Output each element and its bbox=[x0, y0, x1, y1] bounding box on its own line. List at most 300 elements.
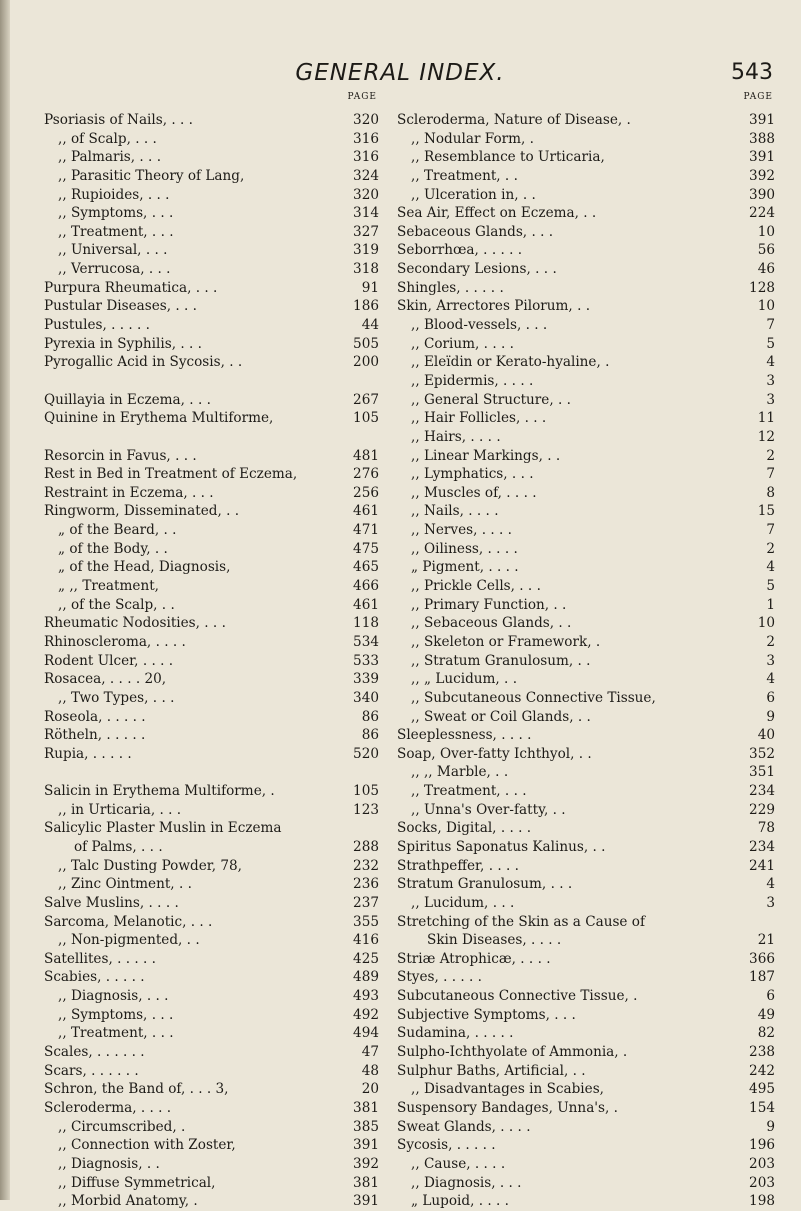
index-entry bbox=[397, 577, 775, 596]
index-entry bbox=[44, 1024, 379, 1043]
index-entry bbox=[44, 204, 379, 223]
index-entry bbox=[397, 1192, 775, 1211]
index-entry bbox=[44, 968, 379, 987]
index-entry bbox=[397, 167, 775, 186]
index-term: ,, Zinc Ointment, . . bbox=[58, 876, 192, 893]
index-term: „ of the Body, . . bbox=[58, 540, 168, 557]
index-entry bbox=[397, 148, 775, 167]
index-page-ref: 6 bbox=[766, 689, 775, 706]
index-term: ,, Stratum Granulosum, . . bbox=[411, 652, 591, 669]
index-entry bbox=[44, 913, 379, 932]
index-term: ,, Disadvantages in Scabies, bbox=[411, 1081, 604, 1098]
index-entry bbox=[44, 241, 379, 260]
index-term: ,, of the Scalp, . . bbox=[58, 596, 175, 613]
index-page-ref: 242 bbox=[749, 1062, 775, 1079]
index-page-ref: 224 bbox=[749, 205, 775, 222]
index-page-ref: 234 bbox=[749, 838, 775, 855]
index-term: Subjective Symptoms, . . . bbox=[397, 1006, 576, 1023]
index-entry bbox=[44, 987, 379, 1006]
index-entry bbox=[397, 596, 775, 615]
index-page-ref: 9 bbox=[766, 708, 775, 725]
index-term: Scales, . . . . . . bbox=[44, 1044, 145, 1061]
index-entries-right bbox=[397, 111, 775, 1211]
index-term: ,, Universal, . . . bbox=[58, 242, 168, 259]
index-page-ref: 47 bbox=[361, 1044, 379, 1061]
index-term: Strathpeffer, . . . . bbox=[397, 857, 519, 874]
index-page-ref: 5 bbox=[766, 578, 775, 595]
index-term: Sweat Glands, . . . . bbox=[397, 1118, 531, 1135]
index-term: ,, Rupioides, . . . bbox=[58, 186, 170, 203]
index-page-ref: 8 bbox=[766, 484, 775, 501]
index-term: ,, Unna's Over-fatty, . . bbox=[411, 801, 566, 818]
index-entry bbox=[44, 1006, 379, 1025]
index-entry bbox=[44, 186, 379, 205]
index-page-ref: 381 bbox=[353, 1099, 379, 1116]
index-term: Rupia, . . . . . bbox=[44, 745, 132, 762]
index-term: ,, Sebaceous Glands, . . bbox=[411, 615, 572, 632]
index-page-ref: 425 bbox=[353, 950, 379, 967]
index-term: ,, ,, Marble, . . bbox=[411, 764, 509, 781]
index-term: Soap, Over-fatty Ichthyol, . . bbox=[397, 745, 592, 762]
index-entry bbox=[397, 391, 775, 410]
index-page-ref: 385 bbox=[353, 1118, 379, 1135]
index-entry bbox=[397, 1024, 775, 1043]
index-term: ,, Diagnosis, . . . bbox=[58, 988, 169, 1005]
left-column bbox=[44, 92, 379, 1211]
index-entry bbox=[44, 950, 379, 969]
index-entry bbox=[397, 633, 775, 652]
index-term: Sycosis, . . . . . bbox=[397, 1137, 496, 1154]
index-entry bbox=[397, 465, 775, 484]
index-term: ,, Nodular Form, . bbox=[411, 130, 534, 147]
index-term: Pyrogallic Acid in Sycosis, . . bbox=[44, 354, 243, 371]
index-entry bbox=[44, 1136, 379, 1155]
index-page-ref: 198 bbox=[749, 1193, 775, 1210]
index-term: ,, Blood-vessels, . . . bbox=[411, 317, 548, 334]
index-page-ref: 392 bbox=[749, 167, 775, 184]
index-entry bbox=[44, 1174, 379, 1193]
index-entry bbox=[44, 409, 379, 428]
index-term: ,, Resemblance to Urticaria, bbox=[411, 149, 605, 166]
index-entry bbox=[397, 447, 775, 466]
index-term: „ Lupoid, . . . . bbox=[411, 1193, 509, 1210]
index-page-ref: 200 bbox=[353, 354, 379, 371]
index-term: ,, Nerves, . . . . bbox=[411, 522, 512, 539]
index-term: ,, Eleïdin or Kerato-hyaline, . bbox=[411, 354, 610, 371]
index-page-ref: 494 bbox=[353, 1025, 379, 1042]
index-page-ref: 236 bbox=[353, 876, 379, 893]
index-page-ref: 128 bbox=[749, 279, 775, 296]
index-term: Subcutaneous Connective Tissue, . bbox=[397, 988, 638, 1005]
index-page-ref: 203 bbox=[749, 1174, 775, 1191]
index-page-ref: 5 bbox=[766, 335, 775, 352]
index-page-ref: 391 bbox=[353, 1137, 379, 1154]
index-entry bbox=[397, 484, 775, 503]
index-page-ref: 314 bbox=[353, 205, 379, 222]
index-term: Salicylic Plaster Muslin in Eczema bbox=[44, 820, 282, 837]
index-term: ,, in Urticaria, . . . bbox=[58, 801, 182, 818]
index-entry bbox=[397, 372, 775, 391]
index-term: ,, Treatment, . . bbox=[411, 167, 518, 184]
index-page-ref: 12 bbox=[757, 428, 775, 445]
index-page-ref: 82 bbox=[757, 1025, 775, 1042]
index-term: Roseola, . . . . . bbox=[44, 708, 146, 725]
index-entry bbox=[44, 223, 379, 242]
index-page-ref: 2 bbox=[766, 447, 775, 464]
index-term: of Palms, . . . bbox=[74, 838, 163, 855]
index-term: Scabies, . . . . . bbox=[44, 969, 145, 986]
index-entry bbox=[44, 1192, 379, 1211]
index-term: Ringworm, Disseminated, . . bbox=[44, 503, 240, 520]
index-page-ref: 355 bbox=[353, 913, 379, 930]
index-term: Rodent Ulcer, . . . . bbox=[44, 652, 174, 669]
index-page-ref: 7 bbox=[766, 466, 775, 483]
index-entry bbox=[44, 111, 379, 130]
index-term: ,, Diagnosis, . . . bbox=[411, 1174, 522, 1191]
index-page-ref: 319 bbox=[353, 242, 379, 259]
index-entry bbox=[44, 726, 379, 745]
index-page-ref: 288 bbox=[353, 838, 379, 855]
index-term: Scars, . . . . . . bbox=[44, 1062, 139, 1079]
index-page-ref: 392 bbox=[353, 1155, 379, 1172]
index-page-ref: 351 bbox=[749, 764, 775, 781]
index-entry bbox=[44, 353, 379, 372]
index-term: Pustular Diseases, . . . bbox=[44, 298, 197, 315]
index-page-ref: 533 bbox=[353, 652, 379, 669]
index-page-ref: 4 bbox=[766, 876, 775, 893]
index-page-ref: 391 bbox=[353, 1193, 379, 1210]
index-term: ,, Prickle Cells, . . . bbox=[411, 578, 541, 595]
index-entry bbox=[397, 297, 775, 316]
index-page-ref: 6 bbox=[766, 988, 775, 1005]
index-page-ref: 238 bbox=[749, 1044, 775, 1061]
index-page-ref: 21 bbox=[757, 932, 775, 949]
index-entry bbox=[44, 335, 379, 354]
index-entry bbox=[44, 558, 379, 577]
index-entry bbox=[397, 1155, 775, 1174]
index-entry bbox=[44, 614, 379, 633]
index-page-ref: 196 bbox=[749, 1137, 775, 1154]
index-entry bbox=[44, 708, 379, 727]
index-page-ref: 7 bbox=[766, 522, 775, 539]
index-term: ,, Verrucosa, . . . bbox=[58, 261, 171, 278]
index-entry bbox=[397, 186, 775, 205]
index-term: ,, Connection with Zoster, bbox=[58, 1137, 236, 1154]
index-entry bbox=[397, 241, 775, 260]
index-term: ,, Morbid Anatomy, . bbox=[58, 1193, 198, 1210]
index-page-ref: 466 bbox=[353, 578, 379, 595]
index-page-ref: 381 bbox=[353, 1174, 379, 1191]
index-term: Stratum Granulosum, . . . bbox=[397, 876, 573, 893]
index-page-ref: 3 bbox=[766, 391, 775, 408]
index-entry bbox=[44, 484, 379, 503]
index-entry bbox=[397, 335, 775, 354]
index-term: Restraint in Eczema, . . . bbox=[44, 484, 214, 501]
index-page-ref: 489 bbox=[353, 969, 379, 986]
index-entry bbox=[44, 391, 379, 410]
index-page-ref: 340 bbox=[353, 689, 379, 706]
index-page-ref: 471 bbox=[353, 522, 379, 539]
index-page-ref: 3 bbox=[766, 894, 775, 911]
index-entry bbox=[397, 1062, 775, 1081]
index-term: ,, Treatment, . . . bbox=[58, 1025, 174, 1042]
index-entry bbox=[44, 931, 379, 950]
index-entry bbox=[397, 409, 775, 428]
index-term: Sea Air, Effect on Eczema, . . bbox=[397, 205, 597, 222]
index-page-ref: 339 bbox=[353, 671, 379, 688]
index-entry bbox=[44, 447, 379, 466]
index-term: ,, Linear Markings, . . bbox=[411, 447, 561, 464]
index-page-ref: 105 bbox=[353, 783, 379, 800]
index-entry bbox=[397, 353, 775, 372]
index-term: ,, Treatment, . . . bbox=[411, 783, 527, 800]
index-page-ref: 352 bbox=[749, 745, 775, 762]
index-page-ref: 493 bbox=[353, 988, 379, 1005]
index-term: Skin Diseases, . . . . bbox=[427, 932, 562, 949]
index-page-ref: 11 bbox=[757, 410, 775, 427]
index-entry bbox=[44, 502, 379, 521]
page-spine-shadow bbox=[0, 0, 10, 1200]
index-entry bbox=[397, 1043, 775, 1062]
index-term: Rötheln, . . . . . bbox=[44, 727, 146, 744]
index-entry bbox=[44, 577, 379, 596]
index-entry bbox=[397, 875, 775, 894]
index-page-ref: 91 bbox=[361, 279, 379, 296]
index-page-ref: 9 bbox=[766, 1118, 775, 1135]
index-entry bbox=[44, 1043, 379, 1062]
index-entry bbox=[44, 167, 379, 186]
index-page-ref: 2 bbox=[766, 633, 775, 650]
index-term: Socks, Digital, . . . . bbox=[397, 820, 532, 837]
index-entry bbox=[397, 857, 775, 876]
index-term: Styes, . . . . . bbox=[397, 969, 483, 986]
index-entry bbox=[397, 950, 775, 969]
index-entry bbox=[44, 521, 379, 540]
index-page-ref: 475 bbox=[353, 540, 379, 557]
index-page-ref: 4 bbox=[766, 559, 775, 576]
index-entry bbox=[44, 801, 379, 820]
index-entries-left bbox=[44, 111, 379, 1211]
index-page-ref: 461 bbox=[353, 503, 379, 520]
index-page-ref: 534 bbox=[353, 633, 379, 650]
index-page-ref: 461 bbox=[353, 596, 379, 613]
index-term: ,, Nails, . . . . bbox=[411, 503, 499, 520]
index-page-ref: 327 bbox=[353, 223, 379, 240]
index-entry bbox=[397, 763, 775, 782]
index-term: ,, Symptoms, . . . bbox=[58, 205, 174, 222]
index-entry bbox=[44, 857, 379, 876]
index-entry bbox=[397, 801, 775, 820]
index-page-ref: 46 bbox=[757, 261, 775, 278]
index-page-ref: 366 bbox=[749, 950, 775, 967]
index-page-ref: 154 bbox=[749, 1099, 775, 1116]
index-entry bbox=[44, 1118, 379, 1137]
index-entry bbox=[397, 540, 775, 559]
index-page-ref: 49 bbox=[757, 1006, 775, 1023]
index-term: ,, Muscles of, . . . . bbox=[411, 484, 537, 501]
index-entry bbox=[44, 670, 379, 689]
index-term: Salicin in Erythema Multiforme, . bbox=[44, 783, 275, 800]
index-entry bbox=[44, 130, 379, 149]
index-page-ref: 388 bbox=[749, 130, 775, 147]
index-page-ref: 241 bbox=[749, 857, 775, 874]
running-title: GENERAL INDEX. bbox=[295, 60, 505, 86]
index-entry bbox=[397, 782, 775, 801]
index-term: „ Pigment, . . . . bbox=[411, 559, 519, 576]
index-page-ref: 3 bbox=[766, 652, 775, 669]
index-entry bbox=[397, 819, 775, 838]
index-term: ,, General Structure, . . bbox=[411, 391, 571, 408]
right-column bbox=[397, 92, 775, 1211]
index-page-ref: 324 bbox=[353, 167, 379, 184]
index-entry bbox=[44, 689, 379, 708]
index-page-ref: 465 bbox=[353, 559, 379, 576]
index-page-ref: 105 bbox=[353, 410, 379, 427]
index-entry bbox=[397, 1136, 775, 1155]
index-page-ref: 318 bbox=[353, 261, 379, 278]
index-term: Rheumatic Nodosities, . . . bbox=[44, 615, 226, 632]
index-entry bbox=[397, 1099, 775, 1118]
index-term: Sulpho-Ichthyolate of Ammonia, . bbox=[397, 1044, 628, 1061]
page-column-label: PAGE bbox=[743, 92, 773, 102]
index-term: Scleroderma, . . . . bbox=[44, 1099, 172, 1116]
index-entry bbox=[44, 894, 379, 913]
index-entry bbox=[397, 260, 775, 279]
index-entry bbox=[397, 502, 775, 521]
index-page-ref: 10 bbox=[757, 615, 775, 632]
index-entry bbox=[44, 652, 379, 671]
index-page-ref: 118 bbox=[353, 615, 379, 632]
index-term: Satellites, . . . . . bbox=[44, 950, 156, 967]
index-entry bbox=[44, 297, 379, 316]
index-term: Sudamina, . . . . . bbox=[397, 1025, 514, 1042]
page-number: 543 bbox=[731, 60, 773, 85]
index-entry bbox=[397, 1080, 775, 1099]
index-term: „ of the Head, Diagnosis, bbox=[58, 559, 231, 576]
index-term: Rhinoscleroma, . . . . bbox=[44, 633, 186, 650]
index-term: ,, Oiliness, . . . . bbox=[411, 540, 518, 557]
index-term: Striæ Atrophicæ, . . . . bbox=[397, 950, 551, 967]
index-entry bbox=[397, 111, 775, 130]
index-term: ,, Ulceration in, . . bbox=[411, 186, 536, 203]
index-term: Scleroderma, Nature of Disease, . bbox=[397, 112, 631, 128]
index-term: ,, Two Types, . . . bbox=[58, 689, 175, 706]
index-entry bbox=[397, 708, 775, 727]
index-term: Seborrhœa, . . . . . bbox=[397, 242, 523, 259]
index-entry bbox=[397, 223, 775, 242]
index-term: ,, Symptoms, . . . bbox=[58, 1006, 174, 1023]
index-term: Purpura Rheumatica, . . . bbox=[44, 279, 218, 296]
index-entry bbox=[397, 726, 775, 745]
index-entry bbox=[44, 540, 379, 559]
index-term: ,, Circumscribed, . bbox=[58, 1118, 186, 1135]
index-term: ,, Diagnosis, . . bbox=[58, 1155, 160, 1172]
index-entry bbox=[397, 1174, 775, 1193]
index-term: ,, Sweat or Coil Glands, . . bbox=[411, 708, 591, 725]
index-term: ,, Non-pigmented, . . bbox=[58, 932, 200, 949]
index-page-ref: 229 bbox=[749, 801, 775, 818]
index-entry bbox=[44, 316, 379, 335]
index-page-ref: 7 bbox=[766, 317, 775, 334]
index-entry bbox=[44, 279, 379, 298]
index-term: Suspensory Bandages, Unna's, . bbox=[397, 1099, 618, 1116]
index-entry bbox=[44, 1080, 379, 1099]
index-page-ref: 20 bbox=[361, 1081, 379, 1098]
index-entry bbox=[44, 633, 379, 652]
index-term: Shingles, . . . . . bbox=[397, 279, 504, 296]
index-page-ref: 56 bbox=[757, 242, 775, 259]
index-entry bbox=[44, 875, 379, 894]
index-page-ref: 10 bbox=[757, 298, 775, 315]
index-term: „ ,, Treatment, bbox=[58, 578, 159, 595]
index-term: Rosacea, . . . . 20, bbox=[44, 671, 167, 688]
index-page-ref: 320 bbox=[353, 112, 379, 128]
index-entry bbox=[397, 838, 775, 857]
index-page-ref: 492 bbox=[353, 1006, 379, 1023]
index-term: ,, Skeleton or Framework, . bbox=[411, 633, 601, 650]
index-page-ref: 495 bbox=[749, 1081, 775, 1098]
index-gap bbox=[44, 372, 379, 391]
index-term: ,, Lymphatics, . . . bbox=[411, 466, 534, 483]
index-page-ref: 520 bbox=[353, 745, 379, 762]
index-entry bbox=[44, 1099, 379, 1118]
index-term: Psoriasis of Nails, . . . bbox=[44, 112, 193, 128]
index-term: Sulphur Baths, Artificial, . . bbox=[397, 1062, 586, 1079]
index-term: Skin, Arrectores Pilorum, . . bbox=[397, 298, 591, 315]
index-entry bbox=[44, 1155, 379, 1174]
index-entry bbox=[44, 260, 379, 279]
index-page-ref: 267 bbox=[353, 391, 379, 408]
index-page-ref: 316 bbox=[353, 149, 379, 166]
index-page-ref: 391 bbox=[749, 112, 775, 128]
index-page-ref: 234 bbox=[749, 783, 775, 800]
index-page-ref: 123 bbox=[353, 801, 379, 818]
index-term: ,, Treatment, . . . bbox=[58, 223, 174, 240]
index-entry bbox=[44, 1062, 379, 1081]
page-column-label: PAGE bbox=[347, 92, 377, 102]
index-term: Secondary Lesions, . . . bbox=[397, 261, 557, 278]
index-page-ref: 256 bbox=[353, 484, 379, 501]
index-entry bbox=[397, 521, 775, 540]
index-term: „ of the Beard, . . bbox=[58, 522, 177, 539]
index-term: ,, Subcutaneous Connective Tissue, bbox=[411, 689, 656, 706]
index-term: Sleeplessness, . . . . bbox=[397, 727, 532, 744]
index-term: Salve Muslins, . . . . bbox=[44, 894, 179, 911]
index-page-ref: 86 bbox=[361, 708, 379, 725]
index-page-ref: 416 bbox=[353, 932, 379, 949]
index-gap bbox=[44, 763, 379, 782]
index-page-ref: 44 bbox=[361, 317, 379, 334]
index-term: ,, Hairs, . . . . bbox=[411, 428, 501, 445]
index-page-ref: 2 bbox=[766, 540, 775, 557]
index-term: Quinine in Erythema Multiforme, bbox=[44, 410, 274, 427]
index-page-ref: 187 bbox=[749, 969, 775, 986]
index-entry bbox=[397, 689, 775, 708]
index-page-ref: 505 bbox=[353, 335, 379, 352]
index-term: ,, Parasitic Theory of Lang, bbox=[58, 167, 245, 184]
index-entry bbox=[397, 279, 775, 298]
index-entry bbox=[397, 1118, 775, 1137]
index-entry bbox=[44, 465, 379, 484]
index-entry bbox=[397, 894, 775, 913]
index-entry bbox=[397, 204, 775, 223]
index-page-ref: 320 bbox=[353, 186, 379, 203]
index-term: ,, Primary Function, . . bbox=[411, 596, 567, 613]
index-term: Sebaceous Glands, . . . bbox=[397, 223, 554, 240]
index-gap bbox=[44, 428, 379, 447]
index-term: Spiritus Saponatus Kalinus, . . bbox=[397, 838, 606, 855]
index-page-ref: 232 bbox=[353, 857, 379, 874]
